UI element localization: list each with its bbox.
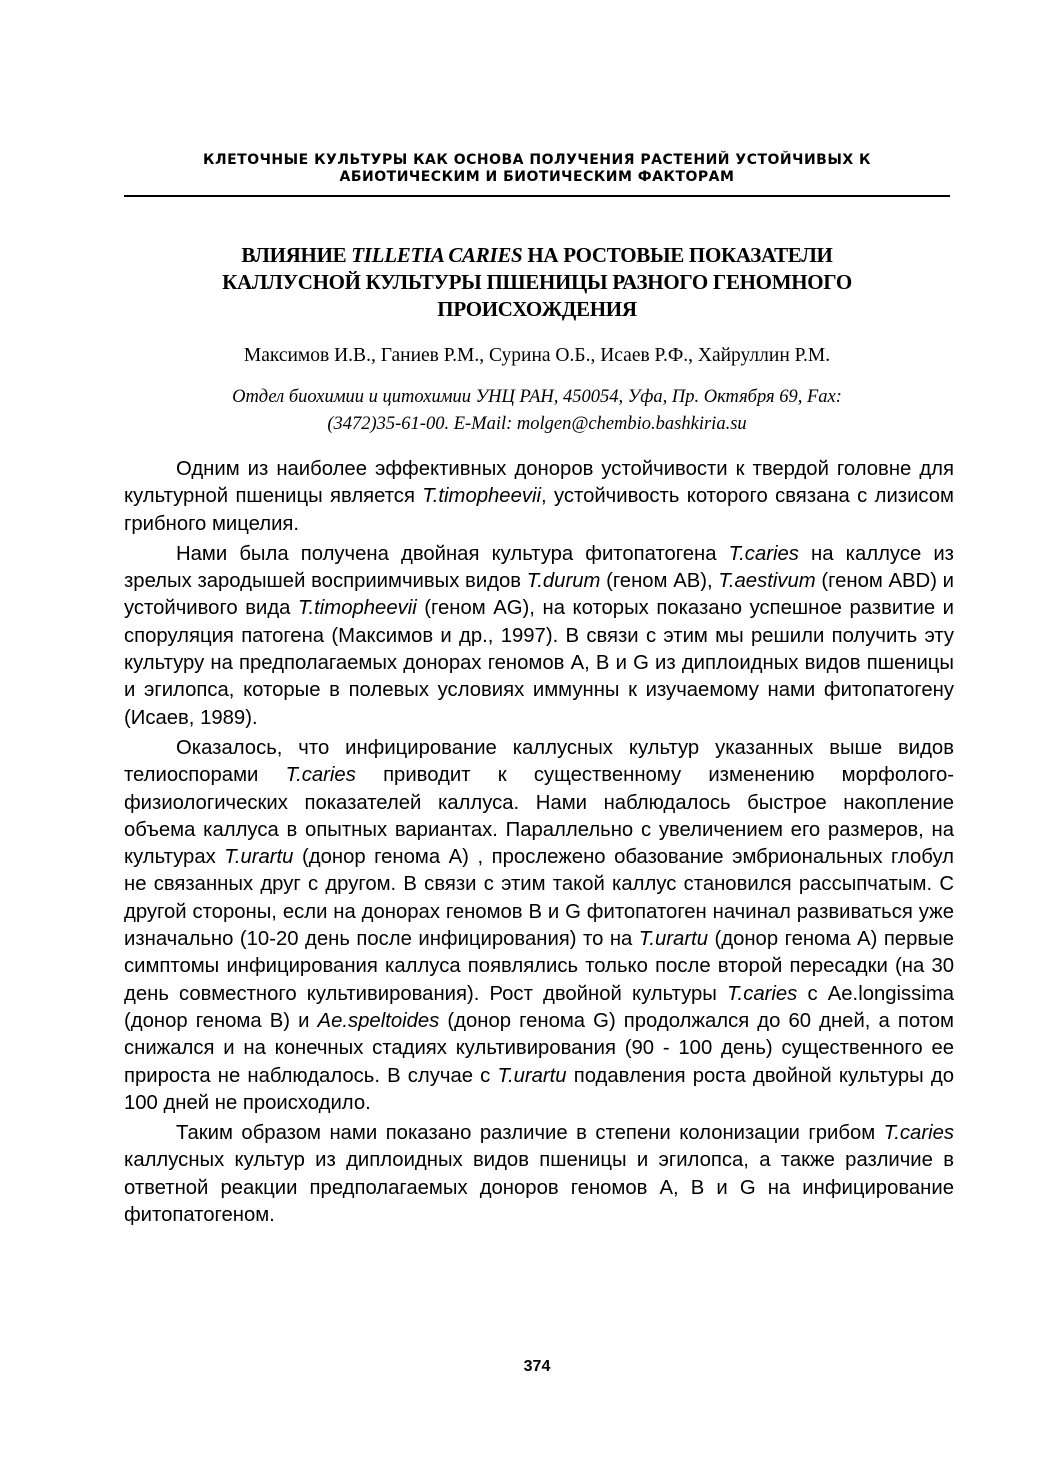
- species-name: T.caries: [883, 1122, 954, 1145]
- species-name: T.timopheevii: [298, 597, 417, 620]
- title-part-1: ВЛИЯНИЕ: [241, 243, 352, 267]
- paragraph-text: (донор генома A) , прослежено обазование эмбриональных глобул не связанных друг с другом. В связи с этим такой каллус становился рассыпчатым. С другой стороны, если на донорах геномов B и G фитопатоген начинал развиваться уже изначально (10-20 день после инфицирования) то на: [124, 846, 955, 951]
- species-name: T.durum: [526, 570, 601, 593]
- paragraph-text: (донор генома A) первые симптомы инфицирования каллуса появлялись только после второй пересадки (на 30 день совместного культивирования). Рост двойной культуры: [124, 928, 954, 1005]
- paragraph-1: [124, 456, 954, 538]
- header-divider: [124, 195, 950, 197]
- affiliation-line-1: Отдел биохимии и цитохимии УНЦ РАН, 450054, Уфа, Пр. Октября 69, Fax:: [232, 387, 842, 407]
- title-line-2: КАЛЛУСНОЙ КУЛЬТУРЫ ПШЕНИЦЫ РАЗНОГО ГЕНОМНОГО: [222, 270, 852, 294]
- paragraph-3: [124, 735, 954, 1117]
- paragraph-text: подавления роста двойной культуры до 100 дней не происходило.: [124, 1064, 954, 1114]
- species-name: T.urartu: [638, 928, 708, 951]
- running-header: [124, 152, 950, 186]
- title-line-1: [124, 242, 950, 269]
- species-name: Ae.speltoides: [317, 1009, 440, 1032]
- paragraph-text: (донор генома G) продолжался до 60 дней, а потом снижался и на конечных стадиях культивирования (90 - 100 день) существенного ее прироста не наблюдалось. В случае с: [124, 1009, 954, 1087]
- running-header-line-2: АБИОТИЧЕСКИМ И БИОТИЧЕСКИМ ФАКТОРАМ: [339, 169, 735, 185]
- title-line-3: ПРОИСХОЖДЕНИЯ: [437, 297, 637, 321]
- paragraph-text: Оказалось, что инфицирование каллусных культур указанных выше видов телиоспорами: [124, 736, 954, 787]
- species-name: T.urartu: [497, 1064, 567, 1087]
- title-part-2: НА РОСТОВЫЕ ПОКАЗАТЕЛИ: [522, 243, 833, 267]
- paragraph-text: с Ae.longissima (донор генома B) и: [124, 982, 954, 1032]
- species-name: T.caries: [285, 764, 356, 787]
- species-name: T.caries: [728, 542, 799, 565]
- species-name: T.timopheevii: [422, 485, 541, 508]
- paragraph-text: приводит к существенному изменению морфолого-физиологических показателей каллуса. Нами наблюдалось быстрое накопление объема каллуса в опытных вариантах. Параллельно с увеличением его размеров, на культурах: [124, 764, 954, 869]
- authors: Максимов И.В., Ганиев Р.М., Сурина О.Б., Исаев Р.Ф., Хайруллин Р.М.: [243, 345, 831, 366]
- paragraph-text: (геном ABD) и устойчивого вида: [124, 570, 954, 620]
- paragraph-4: [124, 1120, 954, 1229]
- paragraph-text: , устойчивость которого связана с лизисом грибного мицелия.: [124, 485, 954, 535]
- paragraph-2: [124, 541, 954, 732]
- paragraph-text: (геном AG), на которых показано успешное развитие и споруляция патогена (Максимов и др., 1997). В связи с этим мы решили получить эту культуру на предполагаемых донорах геномов A, B и G из диплоидных видов пшеницы и эгилопса, которые в полевых условиях иммунны к изучаемому нами фитопатогену (Исаев, 1989).: [124, 597, 954, 729]
- species-name: T.urartu: [224, 846, 294, 869]
- title-species: TILLETIA CARIES: [351, 243, 523, 267]
- paragraph-text: на каллусе из зрелых зародышей восприимчивых видов: [124, 542, 954, 593]
- article-body: [124, 456, 954, 1232]
- running-header-line-1: КЛЕТОЧНЫЕ КУЛЬТУРЫ КАК ОСНОВА ПОЛУЧЕНИЯ РАСТЕНИЙ УСТОЙЧИВЫХ К: [203, 152, 871, 168]
- species-name: T.aestivum: [718, 570, 816, 593]
- affiliation-line-2: (3472)35-61-00. E-Mail: molgen@chembio.bashkiria.su: [327, 414, 747, 434]
- affiliation: [124, 384, 950, 438]
- article-title: [124, 242, 950, 323]
- paragraph-text: каллусных культур из диплоидных видов пшеницы и эгилопса, а также различие в ответной реакции предполагаемых доноров геномов A, B и G на инфицирование фитопатогеном.: [124, 1149, 954, 1227]
- paragraph-text: Таким образом нами показано различие в степени колонизации грибом: [176, 1122, 884, 1145]
- paragraph-text: (геном AB),: [600, 570, 719, 593]
- species-name: T.caries: [727, 982, 798, 1005]
- page-number: 374: [523, 1358, 551, 1375]
- paragraph-text: Нами была получена двойная культура фитопатогена: [176, 542, 729, 565]
- paragraph-text: Одним из наиболее эффективных доноров устойчивости к твердой головне для культурной пшеницы является: [124, 458, 954, 508]
